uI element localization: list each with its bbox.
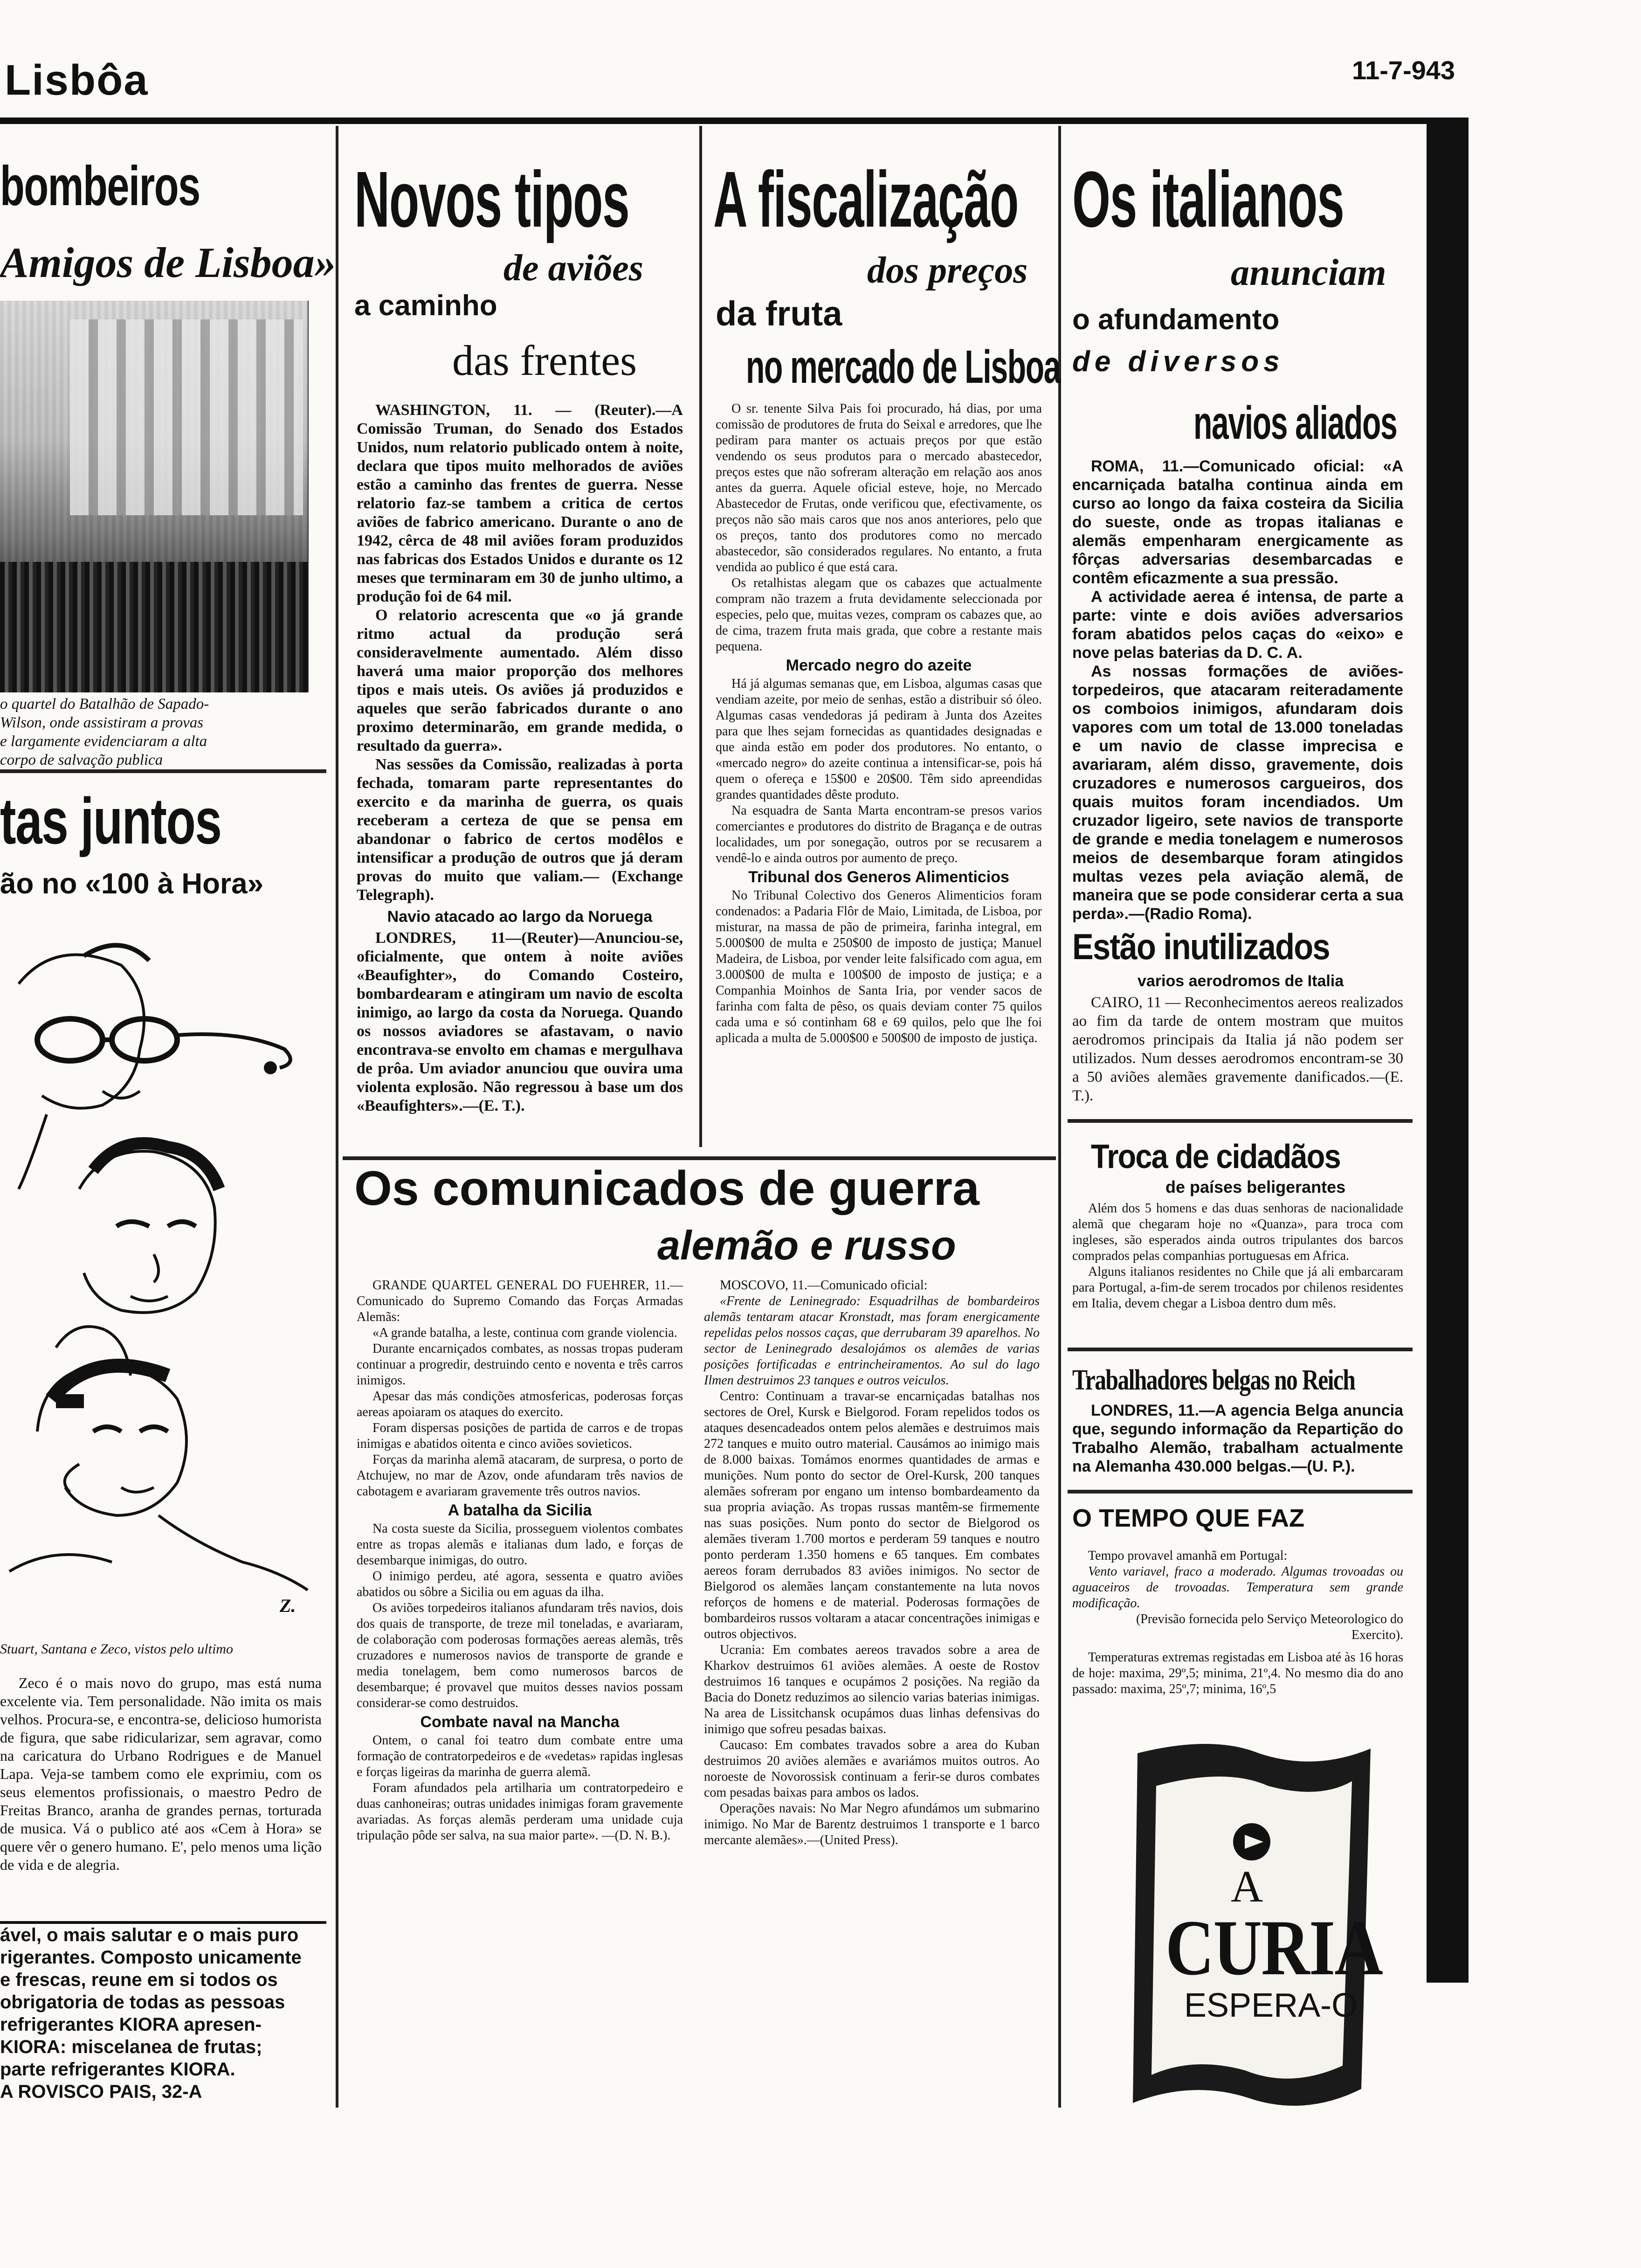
german-subheading-sicily: A batalha da Sicilia	[448, 1501, 592, 1519]
col1-headline2: tas juntos	[0, 784, 221, 857]
col4-subhead-4: navios aliados	[1193, 397, 1397, 449]
col1-headline: bombeiros	[0, 155, 200, 217]
col4-article-2: CAIRO, 11 — Reconhecimentos aereos realizados ao fim da tarde de ontem mostram que muitos aerodromos principais da Italia já não podem ser utilizados. Num desses aerodromos encontram-se 30 a 50 aviões alemães gravemente danificados.—(E. T.).	[1072, 994, 1403, 1104]
curia-ad-name: CURIA	[1165, 1904, 1383, 1991]
column-divider	[1058, 126, 1061, 2108]
barracks-photo	[0, 301, 309, 692]
col2-subhead-3: das frentes	[452, 337, 637, 384]
war-headline: Os comunicados de guerra	[354, 1162, 979, 1216]
col4-subhead-2: o afundamento	[1072, 304, 1280, 336]
col3-subhead-3: no mercado de Lisboa	[746, 341, 1061, 393]
russian-communique: MOSCOVO, 11.—Comunicado oficial: «Frente de Leninegrado: Esquadrilhas de bombardeiros alemãs tentaram atacar Kronstadt, mas foram energicamente repelidas pelos nossos caças, que derrubaram 39 aparelhos. No sector de Leninegrado desalojámos os alemães de varias posições fortificadas e entrincheiramentos. Ao sul do lago Ilmen destruimos 23 tanques e outros veiculos. Centro: Continuam a travar-se encarniçadas batalhas nos sectores de Orel, Kursk e Bielgorod. Foram repelidos todos os ataques desencadeados ontem pelos alemães e destruimos mais 272 tanques e muito outro material. Causámos ao inimigo mais de 8.000 baixas. Tomámos enormes quantidades de armas e munições. Num ponto do sector de Orel-Kursk, 200 tanques alemães sofreram por engano um intenso bombardeamento da sua propria aviação. As tropas russas mantêm-se firmemente nas suas posições. Num ponto do sector de Bielgorod os alemães tiveram 1.700 mortos e perderam 59 tanques e noutro ponto perderam 1.350 homens e 65 tanques. Em combates aereos foram derrubados 83 aviões inimigos. No sector de Bielgorod os alemães lançam constantemente na luta novos reforços de homens e de material. Poderosas formações de bombardeiros russos voltaram a atacar concentrações inimigas e outros objectivos. Ucrania: Em combates aereos travados sobre a area de Kharkov destruimos 61 aviões alemães. A oeste de Rostov destruimos 16 tanques e ocupámos 2 posições. Na região da Bacia do Donetz reduzimos ao silencio varias baterias inimigas. Na area de Lissitchansk ocupámos duas linhas defensivas do inimigo que sofreu pesadas baixas. Caucaso: Em combates travados sobre a area do Kuban destruimos 20 aviões alemães e avariámos muitos outros. Ao noroeste de Novorossisk continuam a ferir-se duros combates com pesadas baixas para ambos os lados. Operações navais: No Mar Negro afundámos um submarino inimigo. No Mar de Barentz destruimos 1 transporte e 1 barco mercante alemães».—(United Press).	[704, 1278, 1040, 1847]
col4-headline-3: Troca de cidadãos	[1091, 1138, 1340, 1175]
curia-ad-tagline: ESPERA-O	[1184, 1987, 1358, 2024]
cartoon-signature: Z.	[280, 1595, 296, 1616]
column-divider	[699, 126, 702, 1147]
col2-subhead-1: de aviões	[503, 248, 643, 289]
caricature-drawing	[0, 928, 326, 1646]
col3-headline: A fiscalização	[713, 155, 1019, 244]
photo-caption: o quartel do Batalhão de Sapado- Wilson, onde assistiram a provas e largamente evidenciaram a alta corpo de salvação publica	[0, 696, 209, 768]
masthead-rule	[0, 118, 1445, 124]
col1-subhead: Amigos de Lisboa»	[0, 239, 336, 286]
section-divider	[343, 1156, 1056, 1160]
col4-article-body: ROMA, 11.—Comunicado oficial: «A encarniçada batalha continua ainda em curso ao longo da faixa costeira da Sicilia do sueste, onde as tropas italianas e alemãs empenharam energicamente as fôrças adversarias desembarcadas e contêm eficazmente a sua pressão. A actividade aerea é intensa, de parte a parte: vinte e dois aviões adversarios foram abatidos pelos caças do «eixo» e nove pelas baterias da D. C. A. As nossas formações de aviões-torpedeiros, que atacaram reiteradamente os comboios inimigos, afundaram dois vapores com um total de 13.000 toneladas e um navio de classe imprecisa e avariaram, além disso, gravemente, dois cruzadores e numerosos cargueiros, dos quais muitos foram incendiados. Um cruzador ligeiro, sete navios de transporte de grande e media tonelagem e numerosos meios de desembarque foram atingidos multas vezes pela aviação alemã, de maneira que se pode considerar certa a sua perda».—(Radio Roma).	[1072, 457, 1403, 923]
col4-headline: Os italianos	[1072, 155, 1344, 244]
war-subhead: alemão e russo	[657, 1222, 956, 1268]
col4-subhead-1: anunciam	[1231, 252, 1386, 293]
col2-headline: Novos tipos	[354, 155, 629, 244]
col4-rule	[1068, 1119, 1413, 1123]
col4-subhead-3: de diversos	[1072, 346, 1284, 378]
col4-headline-4: Trabalhadores belgas no Reich	[1072, 1364, 1355, 1396]
col3-subsection-heading-2: Tribunal dos Generos Alimenticios	[748, 868, 1009, 886]
col4-headline-2-sub: varios aerodromos de Italia	[1138, 972, 1344, 990]
col1-subhead2: ão no «100 à Hora»	[0, 868, 264, 900]
col3-article-body: O sr. tenente Silva Pais foi procurado, há dias, por uma comissão de produtores de fruta do Seixal e arredores, que lhe pediram para manter os actuais preços por que estão vendendo os seus produtos para o mercado abastecedor, preços estes que não sofreram alteração em relação aos anos antes da guerra. Aquele oficial esteve, hoje, no Mercado Abastecedor de Frutas, onde verificou que, efectivamente, os preços não são mais caros que nos anos anteriores, pelo que os preços, tanto dos produtores como no mercado abastecedor, são considerados regulares. No entanto, a fruta vendida ao publico é que está cara. Os retalhistas alegam que os cabazes que actualmente compram não trazem a fruta devidamente seleccionada por especies, pelo que, muitas vezes, compram os cabazes que, ao de cima, trazem fruta mais grada, que cobre a restante mais pequena. Mercado negro do azeite Há já algumas semanas que, em Lisboa, algumas casas que vendiam azeite, por meio de senhas, estão a distribuir só óleo. Algumas casas vendedoras já pediram à Junta dos Azeites para que lhes sejam fornecidas as quantidades designadas e que ainda estão em poder dos produtores. No entanto, o «mercado negro» do azeite continua a intensificar-se, pois há quem o ofereça e 15$00 e 20$00. Têm sido apreendidas grandes quantidades dêste produto. Na esquadra de Santa Marta encontram-se presos varios comerciantes e produtores do distrito de Bragança e de outras localidades, um por sonegação, outros por se recusarem a vendê-lo e ainda outros por aumento de preço. Tribunal dos Generos Alimenticios No Tribunal Colectivo dos Generos Alimenticios foram condenados: a Padaria Flôr de Maio, Limitada, de Lisboa, por misturar, na massa de pão de primeira, farinha integral, em 5.000$00 de multa e 250$00 de imposto de justiça; Manuel Madeira, de Lisboa, por vender leite falsificado com agua, em 3.000$00 de multa e 100$00 de imposto de justiça; e a Companhia Moinhos de Santa Iria, por vender sacos de farinha com falta de pêso, os quais deviam conter 75 quilos cada uma e só continham 68 e 69 quilos, pelo que lhe foi aplicada a multa de 5.000$00 e 500$00 de imposto de justiça.	[716, 401, 1042, 1045]
right-margin-bar	[1427, 118, 1469, 1983]
col1-rule	[0, 769, 326, 773]
col1-article-body: Zeco é o mais novo do grupo, mas está numa excelente via. Tem personalidade. Não imita os mais velhos. Procura-se, e encontra-se, delicioso humorista de figura, que sabe ridicularizar, sem agravar, como na caricatura do Urbano Rodrigues e de Manuel Lapa. Veja-se tambem como ele exprimiu, com os seus elementos profissionais, o maestro Pedro de Freitas Branco, aranha de grandes pernas, torturada de musica. Vá o publico até aos «Cem à Hora» se quere vêr o genero humano. E', pelo menos uma lição de vida e de alegria.	[0, 1674, 322, 1873]
col4-rule	[1068, 1348, 1413, 1351]
cartoon-caption: Stuart, Santana e Zeco, vistos pelo ultimo	[0, 1641, 233, 1657]
col3-subhead-2: da fruta	[716, 294, 842, 333]
issue-date: 11-7-943	[1352, 55, 1455, 85]
col4-rule	[1068, 1490, 1413, 1494]
section-title: Lisbôa	[5, 56, 149, 104]
column-divider	[336, 126, 338, 2108]
col2-subhead-2: a caminho	[354, 290, 497, 322]
curia-ad-article: A	[1231, 1861, 1263, 1911]
col2-article-body: WASHINGTON, 11. — (Reuter).—A Comissão Truman, do Senado dos Estados Unidos, num relatorio publicado ontem à noite, declara que tipos muito melhorados de aviões estão a caminho das frentes de guerra. Nesse relatorio faz-se tambem a critica de certos aviões de fabrico americano. Durante o ano de 1942, cêrca de 48 mil aviões foram produzidos nas fabricas dos Estados Unidos e durante os 12 meses que terminaram em 30 de junho ultimo, a produção foi de 64 mil. O relatorio acrescenta que «o já grande ritmo actual da produção será consideravelmente aumentado. Além disso haverá uma maior proporção dos melhores tipos e mais uteis. Os aviões já produzidos e aqueles que serão fabricados durante o ano proximo determinarão, em grande medida, o resultado da guerra». Nas sessões da Comissão, realizadas à porta fechada, tomaram parte representantes do exercito e da marinha de guerra, os quais receberam a certeza de que se pensa em abandonar o fabrico de certos modêlos e intensificar a produção de outros que já deram provas do muito que valiam.— (Exchange Telegraph). Navio atacado ao largo da Noruega LONDRES, 11—(Reuter)—Anunciou-se, oficialmente, que ontem à noite aviões «Beaufighter», do Comando Costeiro, bombardearam e atingiram um navio de escolta inimigo, ao largo da costa da Noruega. Quando os nossos aviadores se afastavam, o navio encontrava-se envolto em chamas e mergulhava de prôa. Um aviador anunciou que ouvira uma violenta explosão. Não regressou à base um dos «Beaufighters».—(E. T.).	[357, 401, 683, 1114]
kiora-advertisement: ável, o mais salutar e o mais puro rigerantes. Composto unicamente e frescas, reune em si todos os obrigatoria de todas as pessoas refrigerantes KIORA apresen- KIORA: miscelanea de frutas; parte refrigerantes KIORA. A ROVISCO PAIS, 32-A	[0, 1921, 326, 2082]
col3-subsection-heading-1: Mercado negro do azeite	[786, 657, 972, 674]
col4-article-4: LONDRES, 11.—A agencia Belga anuncia que, segundo informação da Repartição do Trabalho Alemão, trabalham actualmente na Alemanha 430.000 belgas.—(U. P.).	[1072, 1402, 1403, 1475]
weather-heading: O TEMPO QUE FAZ	[1072, 1504, 1305, 1532]
col3-subhead-1: dos preços	[867, 250, 1028, 291]
col4-article-3: Além dos 5 homens e das duas senhoras de nacionalidade alemã que chegaram hoje no «Quanza», para troca com ingleses, são esperados ainda outros tripulantes dos barcos comprados pelas companhias portuguesas em Africa. Alguns italianos residentes no Chile que já ali embarcaram para Portugal, a-fim-de serem trocados por chilenos residentes em Italia, devem chegar a Lisboa dentro dum mês.	[1072, 1201, 1403, 1311]
german-communique: GRANDE QUARTEL GENERAL DO FUEHRER, 11.—Comunicado do Supremo Comando das Forças Armadas Alemãs: «A grande batalha, a leste, continua com grande violencia. Durante encarniçados combates, as nossas tropas puderam continuar a progredir, destruindo cento e noventa e três carros inimigos. Apesar das más condições atmosfericas, poderosas forças aereas apoiaram os ataques do exercito. Foram dispersas posições de partida de carros e de tropas inimigas e abatidos oitenta e cinco aviões sovieticos. Forças da marinha alemã atacaram, de surpresa, o porto de Atchujew, no mar de Azov, onde afundaram três navios de cabotagem e avariaram gravemente três outros navios. A batalha da Sicilia Na costa sueste da Sicilia, prosseguem violentos combates entre as tropas alemãs e italianas dum lado, e forças de desembarque inimigas, do outro. O inimigo perdeu, até agora, sessenta e quatro aviões abatidos ou sôbre a Sicilia ou em aguas da ilha. Os aviões torpedeiros italianos afundaram três navios, dois dos quais de transporte, de treze mil toneladas, e avariaram, de colaboração com poderosas formações aereas alemãs, três cruzadores e numerosos navios de transporte de grande e media tonelagem, bem como numerosos barcos de desembarque; é provavel que muitos desses navios possam considerar-se como destruidos. Combate naval na Mancha Ontem, o canal foi teatro dum combate entre uma formação de contratorpedeiros e de «vedetas» rapidas inglesas e forças ligeiras da marinha de guerra alemã. Foram afundados pela artilharia um contratorpedeiro e duas canhoneiras; outras unidades inimigas foram gravemente avariadas. As forças alemãs perderam uma unidade cuja tripulação pôde ser salva, na sua maior parte». —(D. N. B.).	[357, 1278, 683, 1843]
col4-headline-2: Estão inutilizados	[1072, 926, 1330, 967]
col4-headline-3-sub: de países beligerantes	[1165, 1177, 1346, 1196]
weather-report: Tempo provavel amanhã em Portugal: Vento variavel, fraco a moderado. Algumas trovoadas ou aguaceiros de trovoadas. Temperatura sem grande modificação. (Previsão fornecida pelo Serviço Meteorologico do Exercito). Temperaturas extremas registadas em Lisboa até às 16 horas de hoje: maxima, 29º,5; minima, 21º,4. No mesmo dia do ano passado: maxima, 25º,7; minima, 16º,5	[1072, 1549, 1404, 1696]
col2-subsection-heading: Navio atacado ao largo da Noruega	[387, 908, 653, 926]
german-subheading-channel: Combate naval na Mancha	[420, 1713, 620, 1731]
